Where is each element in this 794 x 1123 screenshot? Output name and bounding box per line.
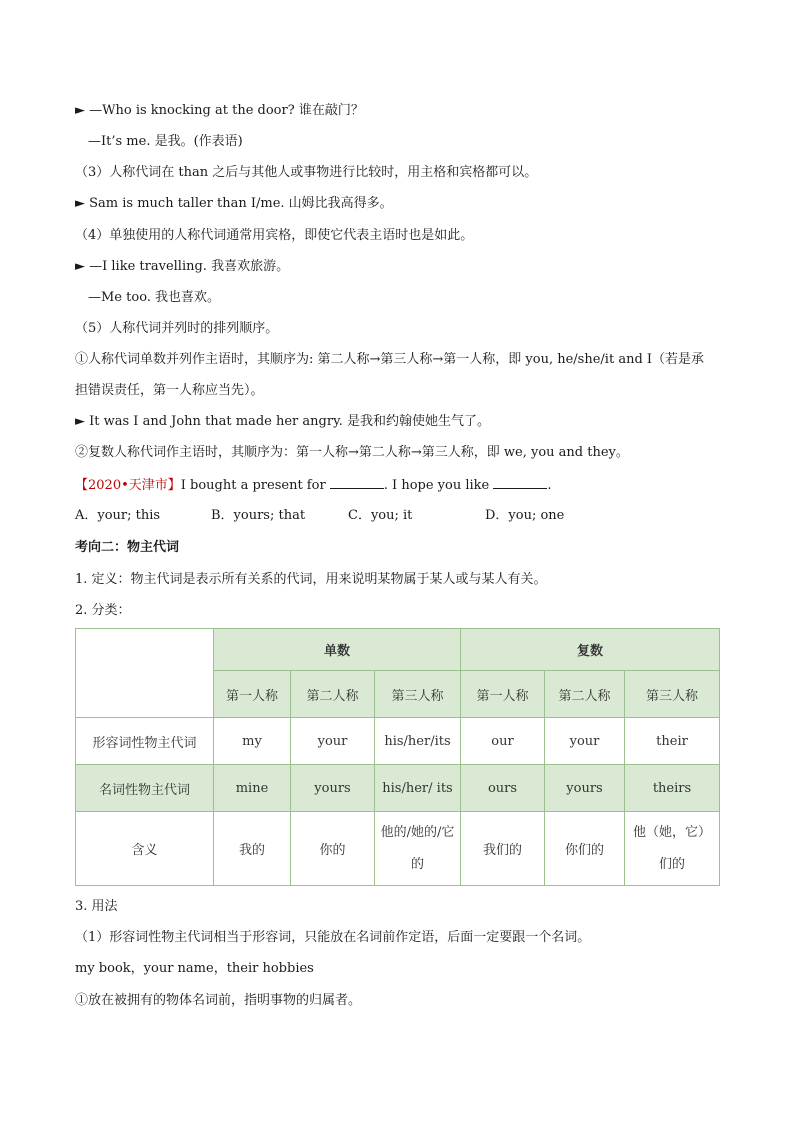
- option-d[interactable]: D．you; one: [485, 508, 565, 523]
- rule-line: （5）人称代词并列时的排列顺序。: [75, 321, 279, 336]
- rule-line: 担错误责任，第一人称应当先）。: [75, 383, 264, 398]
- option-b[interactable]: B．yours; that: [211, 508, 306, 523]
- header-person: 第三人称: [625, 671, 720, 718]
- usage-heading: 3. 用法: [75, 899, 118, 914]
- table-cell: 我们的: [461, 812, 545, 886]
- table-cell: your: [291, 718, 375, 765]
- table-cell: 他的/她的/它的: [375, 812, 461, 886]
- header-person: 第一人称: [461, 671, 545, 718]
- option-c[interactable]: C．you; it: [348, 508, 413, 523]
- rule-line: ①人称代词单数并列作主语时，其顺序为: 第二人称→第三人称→第一人称，即 you, he/she/it and I（若是承: [75, 352, 705, 367]
- header-person: 第二人称: [291, 671, 375, 718]
- option-a[interactable]: A．your; this: [75, 508, 161, 523]
- header-person: 第一人称: [214, 671, 291, 718]
- table-cell: 我的: [214, 812, 291, 886]
- example-line: —It’s me. 是我。(作表语): [88, 134, 243, 149]
- table-cell: his/her/its: [375, 718, 461, 765]
- table-row: [76, 812, 720, 886]
- table-corner: [76, 629, 214, 718]
- rule-line: ②复数人称代词作主语时，其顺序为：第一人称→第二人称→第三人称，即 we, you and they。: [75, 445, 629, 460]
- header-person: 第二人称: [545, 671, 625, 718]
- table-cell: theirs: [625, 765, 720, 812]
- section-heading: 考向二：物主代词: [75, 540, 180, 555]
- table-cell: his/her/ its: [375, 765, 461, 812]
- example-line: ► —Who is knocking at the door? 谁在敲门？: [75, 103, 364, 118]
- table-cell: yours: [291, 765, 375, 812]
- table-cell: 你们的: [545, 812, 625, 886]
- answer-blank[interactable]: [330, 475, 384, 489]
- possessive-pronoun-table: [75, 628, 720, 886]
- example-line: my book，your name，their hobbies: [75, 961, 314, 976]
- table-row: [76, 718, 720, 765]
- example-line: ► It was I and John that made her angry. 是我和约翰使她生气了。: [75, 414, 490, 429]
- exercise-source-tag: 【2020•天津市】: [75, 478, 181, 493]
- table-cell: 他（她，它）们的: [625, 812, 720, 886]
- example-line: ► —I like travelling. 我喜欢旅游。: [75, 259, 290, 274]
- answer-blank[interactable]: [493, 475, 547, 489]
- table-cell: yours: [545, 765, 625, 812]
- table-cell: our: [461, 718, 545, 765]
- rule-line: （3）人称代词在 than 之后与其他人或事物进行比较时，用主格和宾格都可以。: [75, 165, 538, 180]
- classification-line: 2. 分类：: [75, 603, 131, 618]
- header-plural: 复数: [461, 629, 720, 671]
- table-row: [76, 765, 720, 812]
- example-line: ► Sam is much taller than I/me. 山姆比我高得多。: [75, 196, 393, 211]
- rule-line: （4）单独使用的人称代词通常用宾格，即使它代表主语时也是如此。: [75, 228, 474, 243]
- exercise-question: 【2020•天津市】I bought a present for . I hope you like .: [75, 475, 552, 496]
- header-person: 第三人称: [375, 671, 461, 718]
- rule-line: （1）形容词性物主代词相当于形容词，只能放在名词前作定语，后面一定要跟一个名词。: [75, 930, 591, 945]
- table-cell: mine: [214, 765, 291, 812]
- row-label: 名词性物主代词: [76, 765, 214, 812]
- example-line: —Me too. 我也喜欢。: [88, 290, 221, 305]
- definition-line: 1. 定义：物主代词是表示所有关系的代词，用来说明某物属于某人或与某人有关。: [75, 572, 547, 587]
- row-label: 含义: [76, 812, 214, 886]
- table-cell: your: [545, 718, 625, 765]
- table-cell: 你的: [291, 812, 375, 886]
- table-cell: their: [625, 718, 720, 765]
- table-cell: ours: [461, 765, 545, 812]
- table-cell: my: [214, 718, 291, 765]
- header-singular: 单数: [214, 629, 461, 671]
- row-label: 形容词性物主代词: [76, 718, 214, 765]
- rule-line: ①放在被拥有的物体名词前，指明事物的归属者。: [75, 993, 362, 1008]
